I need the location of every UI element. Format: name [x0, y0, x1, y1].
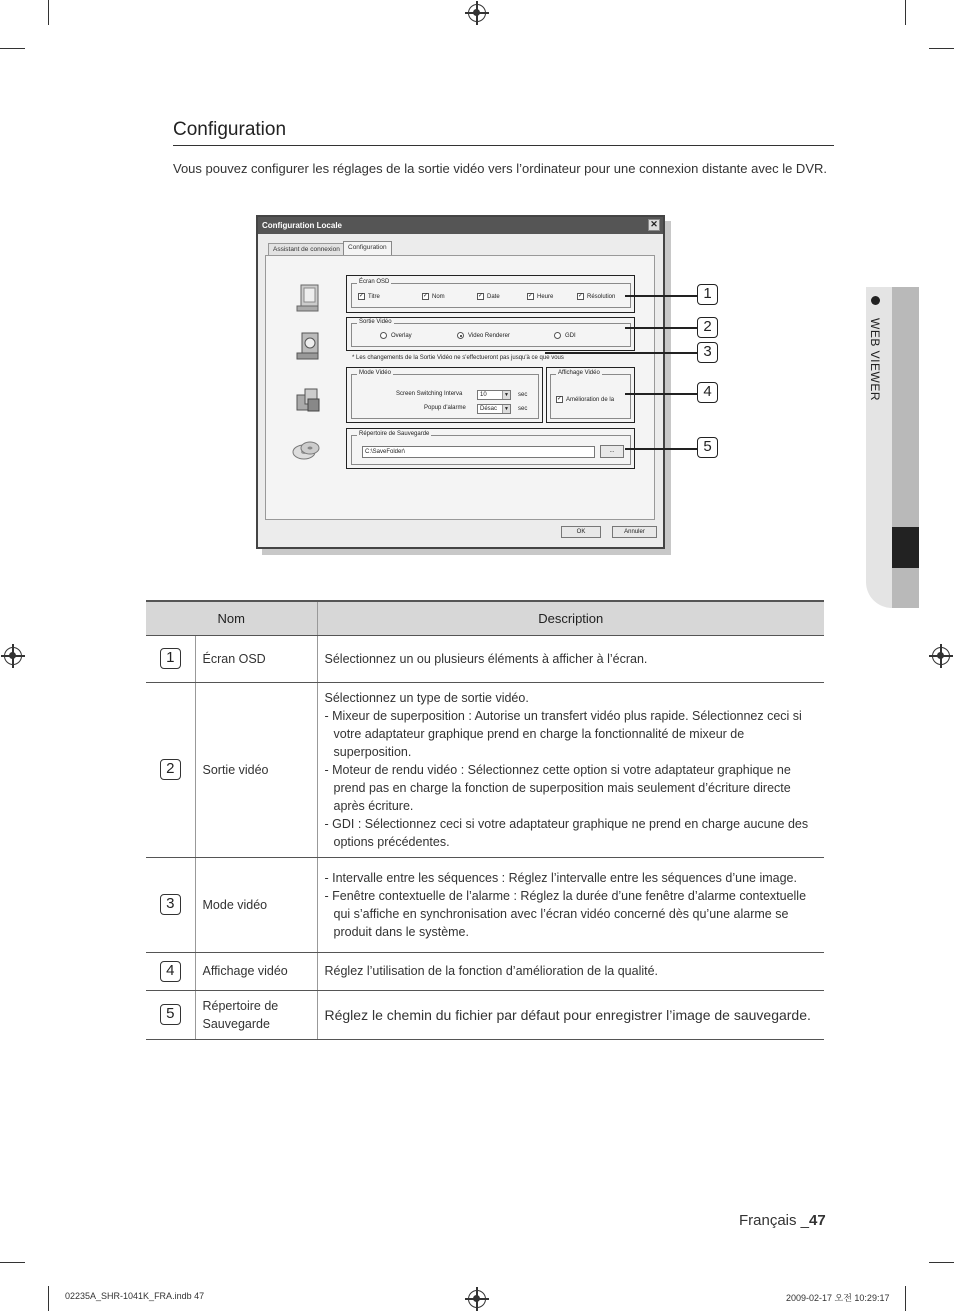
checkbox-box: ✓ [557, 396, 563, 402]
dialog-panel [265, 255, 655, 520]
description-table [146, 600, 824, 1040]
checkbox-label: Titre [368, 294, 380, 301]
row-description [317, 952, 824, 990]
crop-mark [905, 0, 906, 25]
video-mode-legend: Mode Vidéo [359, 370, 391, 376]
crop-mark [905, 1286, 906, 1311]
side-tab-label: WEB VIEWER [868, 318, 882, 402]
checkbox-time[interactable] [527, 293, 553, 300]
save-directory-group [351, 431, 631, 465]
cancel-button[interactable]: Annuler [612, 526, 657, 538]
callout-line [625, 393, 698, 395]
row-name: Répertoire de Sauvegarde [195, 990, 317, 1039]
registration-mark-icon [468, 1290, 486, 1308]
checkbox-box: ✓ [359, 293, 365, 299]
description-line: Réglez l’utilisation de la fonction d’amélioration de la qualité. [324, 964, 659, 978]
row-number: 5 [160, 1004, 181, 1025]
video-mode-group [351, 370, 539, 419]
imprint-file: 02235A_SHR-1041K_FRA.indb 47 [65, 1291, 205, 1301]
header-name: Nom [146, 601, 317, 635]
disc-icon [292, 434, 320, 466]
description-bullet: - Moteur de rendu vidéo : Sélectionnez cette option si votre adaptateur graphique ne prend pas en charge la fonction de superposition mais seulement d’écriture directe après écriture. [324, 762, 791, 813]
registration-mark-icon [4, 647, 22, 665]
switch-interval-label: Screen Switching Interva [396, 391, 463, 397]
radio-label: GDI [565, 333, 576, 340]
checkbox-date[interactable] [477, 293, 500, 300]
row-number: 1 [160, 648, 181, 669]
video-output-note: * Les changements de la Sortie Vidéo ne s'effectueront pas jusqu'à ce que vous [352, 355, 564, 361]
description-bullet: - GDI : Sélectionnez ceci si votre adaptateur graphique ne prend en charge aucune des options précédentes. [324, 816, 809, 849]
description-line: Sélectionnez un ou plusieurs éléments à afficher à l’écran. [324, 651, 648, 666]
radio-overlay[interactable] [380, 332, 412, 339]
side-tab-marker [892, 527, 919, 568]
row-number: 4 [160, 961, 181, 982]
checkbox-label: Amélioration de la [566, 397, 615, 404]
popup-alarm-select[interactable] [477, 404, 511, 414]
imprint-date: 2009-02-17 오전 10:29:17 [786, 1293, 890, 1303]
registration-mark-icon [468, 4, 486, 22]
save-directory-legend: Répertoire de Sauvegarde [359, 431, 430, 437]
row-number: 2 [160, 759, 181, 780]
tab-configuration[interactable]: Configuration [343, 241, 392, 256]
select-value: 10 [480, 392, 487, 398]
osd-group-legend: Écran OSD [359, 279, 390, 285]
radio-label: Overlay [391, 333, 412, 340]
header-description: Description [317, 601, 824, 635]
checkbox-label: Date [487, 294, 500, 301]
crop-mark [929, 1262, 954, 1263]
chevron-down-icon: ▼ [502, 391, 510, 399]
checkbox-box: ✓ [578, 293, 584, 299]
radio-label: Video Renderer [468, 333, 510, 340]
crop-mark [48, 0, 49, 25]
radio-circle [457, 332, 464, 339]
video-output-group [351, 319, 631, 347]
popup-alarm-label: Popup d'alarme [424, 405, 466, 411]
description-line: Réglez le chemin du fichier par défaut pour enregistrer l’image de sauvegarde. [324, 1006, 811, 1023]
chevron-down-icon: ▼ [502, 405, 510, 413]
video-mode-icon [294, 385, 322, 417]
select-value: Désac [480, 406, 498, 412]
table-row [146, 952, 824, 990]
description-line: Sélectionnez un type de sortie vidéo. [324, 690, 529, 705]
checkbox-name[interactable] [422, 293, 445, 300]
callout-number: 2 [697, 317, 718, 338]
checkbox-box: ✓ [423, 293, 429, 299]
checkbox-label: Heure [537, 294, 554, 301]
page-number: 47 [809, 1212, 826, 1229]
radio-video-renderer[interactable] [457, 332, 510, 339]
video-output-icon [294, 331, 322, 363]
checkbox-label: Nom [432, 294, 445, 301]
table-row [146, 682, 824, 857]
video-display-group [550, 370, 631, 419]
callout-number: 1 [697, 284, 718, 305]
video-output-legend: Sortie Vidéo [359, 319, 392, 325]
save-path-field[interactable]: C:\SaveFolder\ [362, 446, 595, 458]
registration-mark-icon [932, 647, 950, 665]
radio-circle [380, 332, 387, 339]
section-title: Configuration [173, 119, 287, 140]
description-bullet: - Fenêtre contextuelle de l’alarme : Réglez la durée d’une fenêtre d’alarme contextuelle qui s’affiche en synchronisation avec l’écran vidéo concerné dès qu’une alarme se produit dans le système. [324, 888, 807, 939]
switch-interval-unit: sec [518, 392, 528, 398]
callout-line [625, 327, 698, 329]
row-number: 3 [160, 894, 181, 915]
row-description [317, 990, 824, 1039]
monitor-icon [294, 282, 322, 314]
checkbox-box: ✓ [528, 293, 534, 299]
row-name: Écran OSD [195, 635, 317, 682]
callout-line [545, 352, 698, 354]
row-description [317, 857, 824, 952]
page-footer [739, 1212, 826, 1229]
row-description [317, 635, 824, 682]
checkbox-label: Résolution [587, 294, 616, 301]
table-row [146, 857, 824, 952]
callout-number: 5 [697, 437, 718, 458]
checkbox-quality-enhancement[interactable] [556, 396, 614, 403]
row-description [317, 682, 824, 857]
callout-number: 4 [697, 382, 718, 403]
callout-line [625, 448, 698, 450]
callout-number: 3 [697, 342, 718, 363]
browse-button[interactable]: ... [600, 445, 624, 458]
crop-mark [0, 1262, 25, 1263]
switch-interval-select[interactable] [477, 390, 511, 400]
dialog-title: Configuration Locale [262, 221, 342, 230]
crop-mark [48, 1286, 49, 1311]
popup-alarm-unit: sec [518, 406, 528, 412]
osd-group [351, 279, 631, 308]
table-row [146, 635, 824, 682]
config-dialog [256, 215, 665, 549]
title-divider [173, 145, 834, 146]
row-name: Sortie vidéo [195, 682, 317, 857]
crop-mark [929, 48, 954, 49]
row-number-cell [146, 635, 195, 682]
radio-circle [554, 332, 561, 339]
table-row [146, 990, 824, 1039]
radio-gdi[interactable] [554, 332, 576, 339]
intro-paragraph: Vous pouvez configurer les réglages de la sortie vidéo vers l’ordinateur pour une connexion distante avec le DVR. [173, 161, 827, 176]
video-display-legend: Affichage Vidéo [558, 370, 600, 376]
row-name: Affichage vidéo [195, 952, 317, 990]
checkbox-box: ✓ [478, 293, 484, 299]
dialog-titlebar [258, 217, 663, 234]
footer-language: Français _ [739, 1212, 810, 1229]
row-number-cell [146, 857, 195, 952]
checkbox-title[interactable] [358, 293, 380, 300]
description-bullet: - Intervalle entre les séquences : Réglez l’intervalle entre les séquences d’une image. [324, 870, 797, 885]
row-number-cell [146, 990, 195, 1039]
row-number-cell [146, 682, 195, 857]
description-bullet: - Mixeur de superposition : Autorise un transfert vidéo plus rapide. Sélectionnez ceci si votre adaptateur graphique prend en charge la fonctionnalité de mixeur de superposition. [324, 708, 802, 759]
bullet-icon [871, 296, 880, 305]
checkbox-resolution[interactable] [577, 293, 615, 300]
ok-button[interactable]: OK [561, 526, 601, 538]
close-icon[interactable]: ✕ [648, 219, 660, 231]
callout-line [625, 295, 698, 297]
row-name: Mode vidéo [195, 857, 317, 952]
crop-mark [0, 48, 25, 49]
row-number-cell [146, 952, 195, 990]
tab-connection-assistant[interactable]: Assistant de connexion [268, 243, 345, 256]
